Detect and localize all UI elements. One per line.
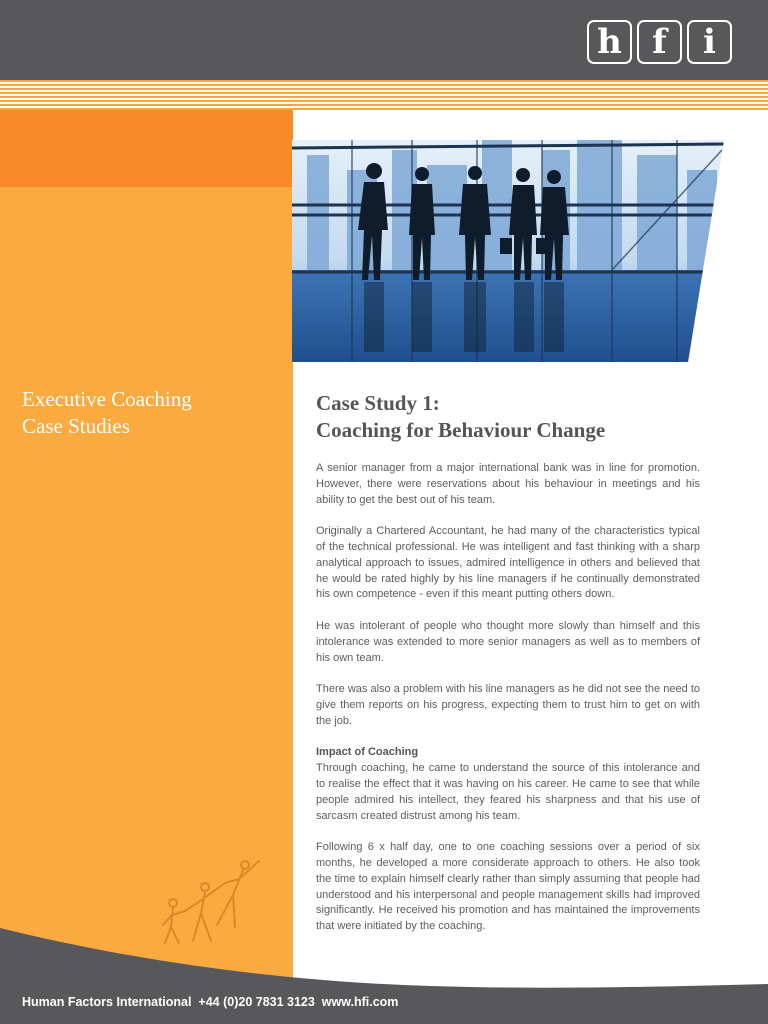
impact-heading: Impact of Coaching [316, 746, 419, 759]
case-study-title-line1: Case Study 1: [316, 391, 440, 415]
sidebar-title-line2: Case Studies [22, 414, 130, 438]
paragraph: A senior manager from a major international bank was in line for promotion. However, there were reservations about his behaviour in meetings and his ability to get the best out of his team. [316, 462, 700, 506]
sidebar-title-line1: Executive Coaching [22, 387, 192, 411]
logo-letter-i: i [687, 20, 732, 64]
case-study-title [316, 390, 700, 444]
impact-section [316, 745, 700, 824]
paragraph: Originally a Chartered Accountant, he had many of the characteristics typical of the technical professional. He was intelligent and fast thinking with a sharp analytical approach to issues, admired intelligence in others and believed that he would be rated highly by his line managers if he continually demonstrated his own competence - even if this meant putting others down. [316, 525, 700, 601]
logo-letter-f: f [637, 20, 682, 64]
case-study-body [316, 461, 700, 935]
paragraph: He was intolerant of people who thought more slowly than himself and this intolerance was extended to more senior managers as well as to members of his own team. [316, 619, 700, 664]
sidebar-title [22, 386, 282, 440]
case-study-content [316, 390, 700, 951]
footer-contact: Human Factors International +44 (0)20 7831 3123 www.hfi.com [22, 995, 399, 1009]
impact-paragraph: Through coaching, he came to understand the source of this intolerance and to realise the effect that it was having on his career. He came to see that while people admired his intellect, they feared his sharpness and that his use of sarcasm created distrust among his team. [316, 762, 700, 822]
business-silhouettes-photo [292, 110, 724, 362]
paragraph: There was also a problem with his line managers as he did not see the need to give them reports on his progress, expecting them to trust him to get on with the job. [316, 683, 700, 727]
hfi-logo [587, 20, 732, 64]
impact-paragraph: Following 6 x half day, one to one coaching sessions over a period of six months, he developed a more considerate approach to others. He also took the time to explain himself clearly rather than simply assuming that people had understood and his interpersonal and people management skills had improved significantly. He received his promotion and has maintained the improvements that were initiated by the coaching. [316, 841, 700, 933]
sidebar-accent-block [0, 110, 293, 187]
case-study-title-line2: Coaching for Behaviour Change [316, 418, 606, 442]
logo-letter-h: h [587, 20, 632, 64]
header-stripes [0, 80, 768, 112]
